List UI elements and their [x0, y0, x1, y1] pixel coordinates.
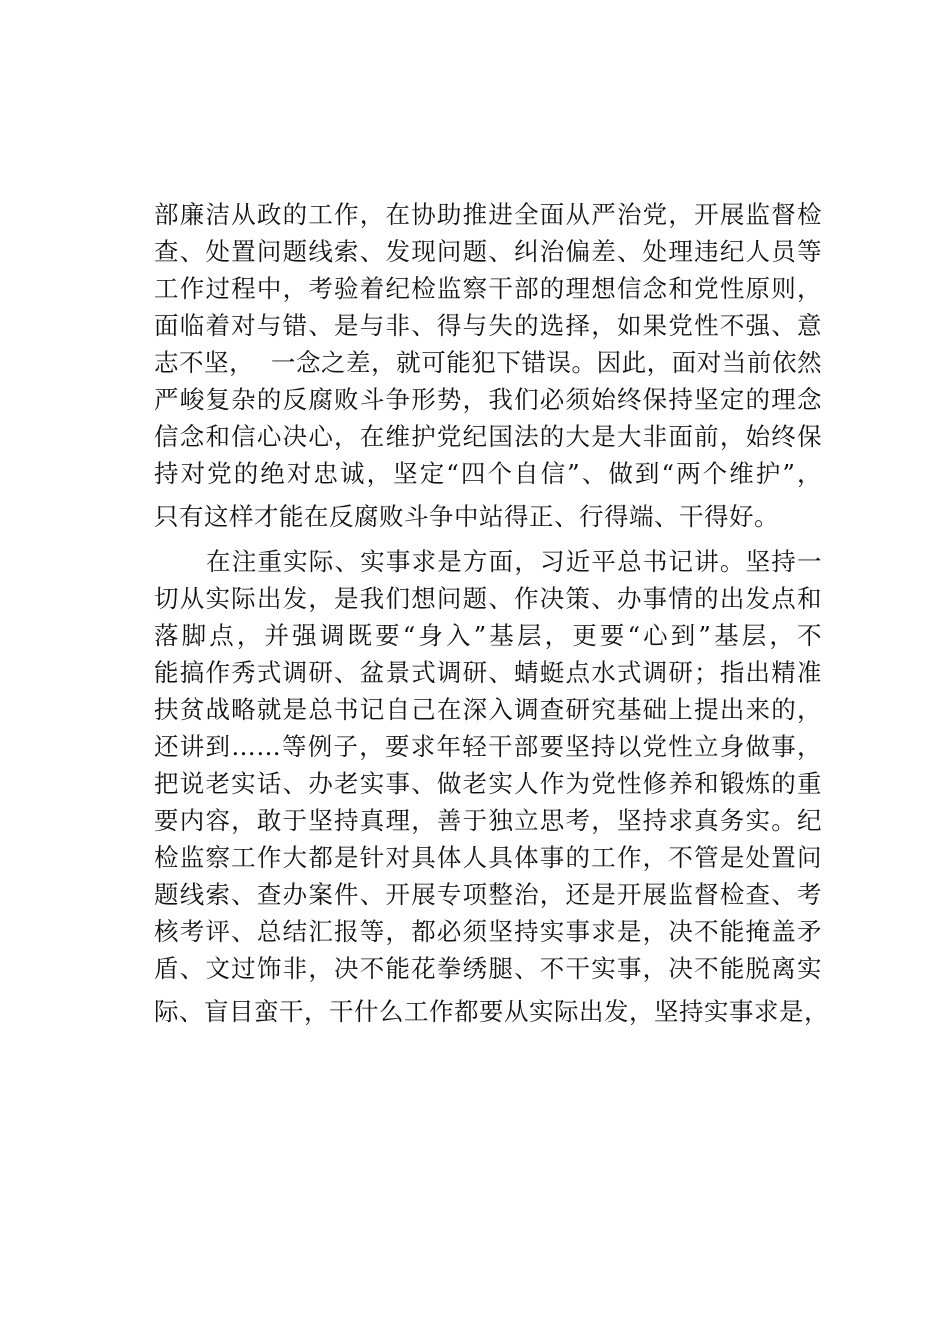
text-line: 题线索、查办案件、开展专项整治，还是开展监督检查、考: [154, 880, 822, 909]
text-line: 把说老实话、办老实事、做老实人作为党性修养和锻炼的重: [154, 769, 822, 798]
paragraph-2: [154, 543, 829, 1030]
text-line: 志不坚， 一念之差，就可能犯下错误。因此，面对当前依然: [154, 348, 822, 377]
text-line: 在注重实际、实事求是方面，习近平总书记讲。坚持一: [206, 547, 822, 576]
text-line: 信念和信心决心，在维护党纪国法的大是大非面前，始终保: [154, 422, 822, 451]
text-line: 际、盲目蛮干，干什么工作都要从实际出发，坚持实事求是，: [154, 997, 829, 1026]
text-line: 要内容，敢于坚持真理，善于独立思考，坚持求真务实。纪: [154, 806, 822, 835]
text-line: 还讲到……等例子，要求年轻干部要坚持以党性立身做事，: [154, 732, 822, 761]
document-body: [154, 196, 829, 1030]
text-line: 能搞作秀式调研、盆景式调研、蜻蜓点水式调研；指出精准: [154, 658, 822, 687]
paragraph-1: [154, 196, 822, 535]
text-line: 扶贫战略就是总书记自己在深入调查研究基础上提出来的，: [154, 695, 822, 724]
text-line: 部廉洁从政的工作，在协助推进全面从严治党，开展监督检: [154, 200, 822, 229]
text-line: 面临着对与错、是与非、得与失的选择，如果党性不强、意: [154, 311, 822, 340]
text-line: 落脚点，并强调既要“身入”基层，更要“心到”基层，不: [154, 621, 822, 650]
text-line: 切从实际出发，是我们想问题、作决策、办事情的出发点和: [154, 584, 822, 613]
text-line: 核考评、总结汇报等，都必须坚持实事求是，决不能掩盖矛: [154, 917, 822, 946]
text-line: 持对党的绝对忠诚，坚定“四个自信”、做到“两个维护”，: [154, 459, 822, 488]
text-line: 严峻复杂的反腐败斗争形势，我们必须始终保持坚定的理念: [154, 385, 822, 414]
text-line: 只有这样才能在反腐败斗争中站得正、行得端、干得好。: [154, 502, 779, 531]
text-line: 工作过程中，考验着纪检监察干部的理想信念和党性原则，: [154, 274, 822, 303]
text-line: 查、处置问题线索、发现问题、纠治偏差、处理违纪人员等: [154, 237, 822, 266]
text-line: 盾、文过饰非，决不能花拳绣腿、不干实事，决不能脱离实: [154, 954, 822, 983]
text-line: 检监察工作大都是针对具体人具体事的工作，不管是处置问: [154, 843, 822, 872]
